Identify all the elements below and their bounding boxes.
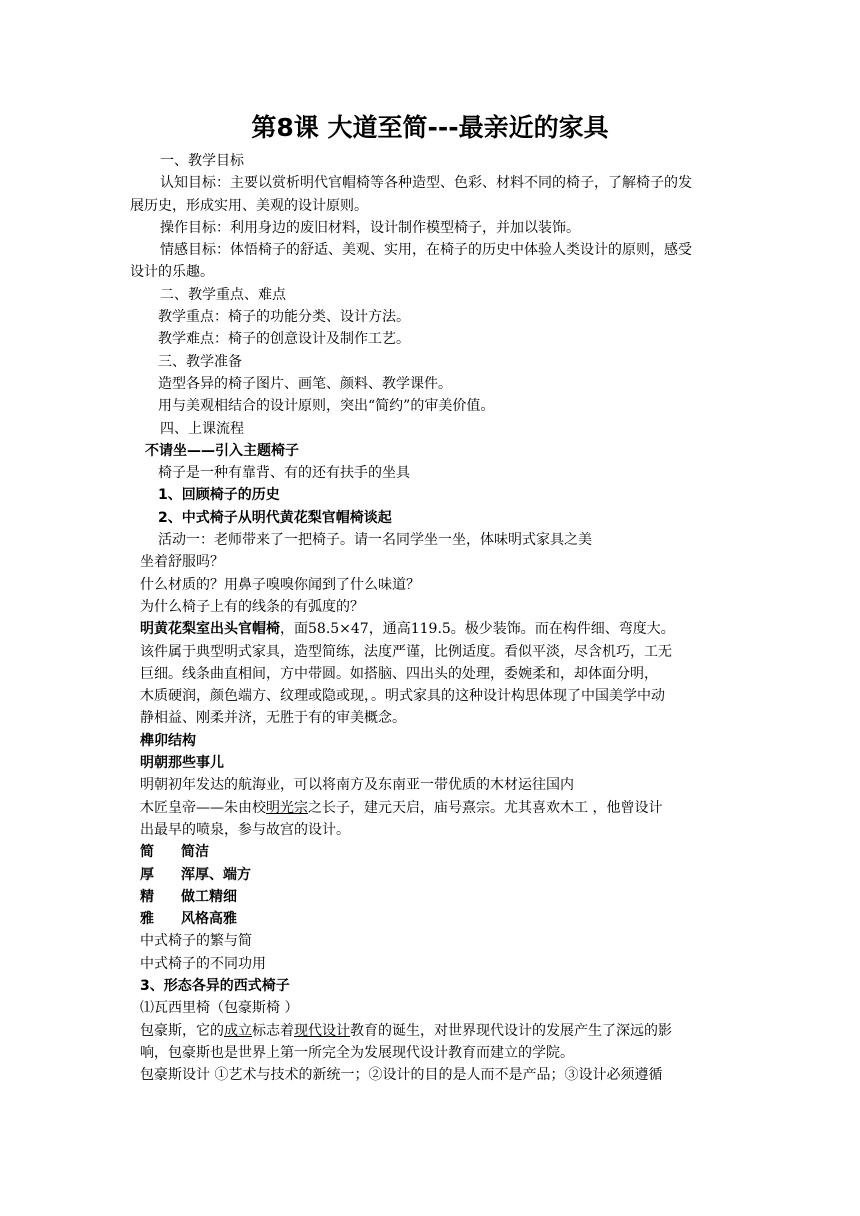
goals-heading: 一、教学目标 [160, 153, 244, 169]
feature-hou [130, 864, 730, 886]
mortise-heading: 榫卯结构 [140, 732, 196, 749]
ming-guangzong-link: 明光宗 [266, 799, 308, 816]
question-2: 什么材质的？用鼻子嗅嗅你闻到了什么味道？ [140, 576, 420, 593]
feature-jian-char: 简 [140, 844, 154, 861]
feature-hou-char: 厚 [140, 866, 154, 883]
key-heading: 二、教学重点、难点 [160, 286, 286, 303]
prep-heading: 三、教学准备 [158, 353, 242, 370]
feature-ya [130, 908, 730, 930]
emotion-goal-line2: 设计的乐趣。 [130, 264, 214, 281]
bauhaus-line3: 包豪斯设计 ①艺术与技术的新统一；②设计的目的是人而不是产品；③设计必须遵循 [140, 1067, 663, 1084]
chair-name: 明黄花梨室出头官帽椅 [140, 621, 280, 638]
prep-line2: 用与美观相结合的设计原则，突出“简约”的审美价值。 [158, 398, 495, 415]
cognitive-goal-line2: 展历史，形成实用、美观的设计原则。 [130, 197, 368, 214]
chair-desc-line2: 该件属于典型明式家具，造型简练，法度严谨，比例适度。看似平淡，尽含机巧，工无 [140, 643, 672, 660]
bauhaus-line1-part5: 教育的诞生，对世界现代设计的发展产生了深远的影 [350, 1022, 672, 1039]
emotion-goal-line1: 情感目标：体悟椅子的舒适、美观、实用，在椅子的历史中体验人类设计的原则，感受 [160, 242, 692, 259]
ming-line2-part3: 之长子，建元天启，庙号熹宗。尤其喜欢木工 ，他曾设计 [308, 799, 663, 816]
ming-line2-part1: 木匠皇帝——朱由校 [140, 799, 266, 816]
difficulty-point: 教学难点：椅子的创意设计及制作工艺。 [158, 331, 410, 348]
chair-desc-line4: 木质硬润，颜色端方、纹理或隐或现，。明式家具的这种设计构思体现了中国美学中动 [140, 688, 665, 705]
feature-jing-desc: 做工精细 [181, 888, 237, 905]
key-point: 教学重点：椅子的功能分类、设计方法。 [158, 309, 410, 326]
step1-heading: 1、回顾椅子的历史 [158, 487, 280, 504]
modern-design-link: 现代设计 [294, 1022, 350, 1039]
page-title: 第8课 大道至简---最亲近的家具 [251, 113, 609, 142]
feature-jing-char: 精 [140, 888, 154, 905]
feature-jian [130, 841, 730, 863]
activity-line: 活动一：老师带来了一把椅子。请一名同学坐一坐，体味明式家具之美 [158, 532, 592, 549]
cognitive-goal-line1: 认知目标：主要以赏析明代官帽椅等各种造型、色彩、材料不同的椅子，了解椅子的发 [160, 175, 692, 192]
wassily-line: ⑴瓦西里椅（包豪斯椅 ） [140, 1000, 299, 1017]
feature-jian-desc: 简洁 [181, 844, 209, 861]
step2-heading: 2、中式椅子从明代黄花梨官帽椅谈起 [158, 509, 392, 526]
question-1: 坐着舒服吗？ [140, 554, 224, 571]
feature-ya-desc: 风格高雅 [181, 911, 237, 928]
chinese-chair-line2: 中式椅子的不同功用 [140, 955, 266, 972]
chinese-chair-line1: 中式椅子的繁与简 [140, 933, 252, 950]
bauhaus-line1-part1: 包豪斯，它的 [140, 1022, 224, 1039]
flow-heading: 四、上课流程 [160, 420, 244, 437]
lesson-body [130, 150, 730, 1086]
chair-desc-line5: 静相益、刚柔并济，无胜于有的审美概念。 [140, 710, 406, 727]
ming-line1: 明朝初年发达的航海业，可以将南方及东南亚一带优质的木材运往国内 [140, 777, 574, 794]
chair-definition: 椅子是一种有靠背、有的还有扶手的坐具 [158, 465, 410, 482]
intro-heading: 不请坐——引入主题椅子 [145, 442, 299, 459]
question-3: 为什么椅子上有的线条的有弧度的？ [140, 598, 364, 615]
ming-heading: 明朝那些事儿 [140, 755, 224, 772]
bauhaus-line2: 响，包豪斯也是世界上第一所完全为发展现代设计教育而建立的学院。 [140, 1044, 574, 1061]
chair-desc-text: ，面58.5×47，通高119.5。极少装饰。而在构件细、弯度大。 [280, 621, 675, 638]
feature-jing [130, 886, 730, 908]
step3-heading: 3、形态各异的西式椅子 [140, 977, 290, 994]
bauhaus-founding-link: 成立 [224, 1022, 252, 1039]
bauhaus-line1 [130, 1020, 730, 1042]
feature-ya-char: 雅 [140, 911, 154, 928]
prep-line1: 造型各异的椅子图片、画笔、颜料、教学课件。 [158, 375, 452, 392]
chair-desc-line3: 巨细。线条曲直相间，方中带圆。如搭脑、四出头的处理，委婉柔和，却体面分明， [140, 665, 658, 682]
feature-hou-desc: 浑厚、端方 [181, 866, 251, 883]
ming-line2 [130, 797, 730, 819]
operation-goal: 操作目标：利用身边的废旧材料，设计制作模型椅子，并加以装饰。 [160, 219, 580, 236]
bauhaus-line1-part3: 标志着 [252, 1022, 294, 1039]
chair-desc-line1 [130, 618, 730, 640]
ming-line3: 出最早的喷泉，参与故宫的设计。 [140, 821, 350, 838]
